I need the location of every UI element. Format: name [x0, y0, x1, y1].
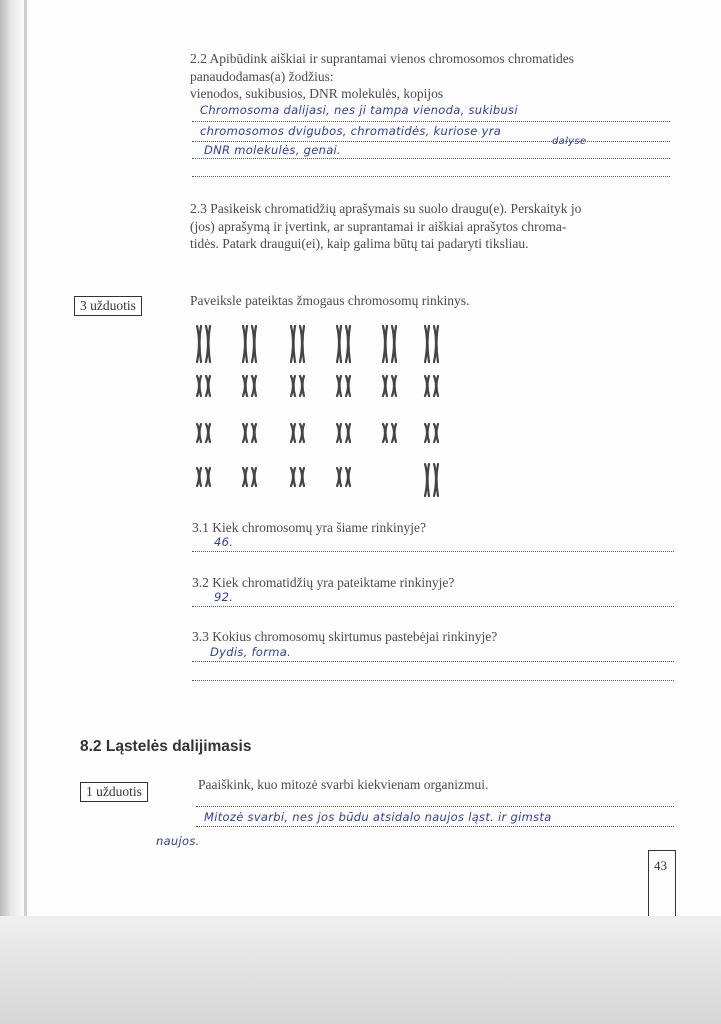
- answer-3-1: 46.: [214, 535, 234, 549]
- chromosome: [383, 326, 387, 362]
- chromosome: [243, 376, 247, 396]
- task-3-label: 3 užduotis: [74, 296, 142, 316]
- chromosome: [197, 468, 201, 486]
- answer-line: [192, 121, 670, 122]
- answer-3-3: Dydis, forma.: [210, 645, 292, 659]
- chromosome: [434, 376, 438, 396]
- chromosome: [243, 326, 247, 362]
- question-3-3: 3.3 Kokius chromosomų skirtumus pastebėjai rinkinyje?: [192, 629, 498, 644]
- chromosome: [346, 424, 350, 442]
- question-2-3-line3: tidės. Patark draugui(ei), kaip galima būtų tai padaryti tiksliau.: [190, 236, 529, 251]
- task-1-answer-line1: Mitozė svarbi, nes jos būdu atsidalo naujos ląst. ir gimsta: [204, 810, 552, 824]
- chromosome: [425, 424, 429, 442]
- chromosome: [392, 326, 396, 362]
- answer-line: [192, 141, 670, 142]
- chromosome: [392, 424, 396, 442]
- question-2-3: [190, 200, 675, 253]
- chromosome: [300, 326, 304, 362]
- question-3-1: 3.1 Kiek chromosomų yra šiame rinkinyje?: [192, 520, 426, 535]
- chromosome: [392, 376, 396, 396]
- chromosome: [252, 468, 256, 486]
- chromosome: [197, 326, 201, 362]
- chromosome: [383, 424, 387, 442]
- chromosome: [291, 468, 295, 486]
- chromosome: [291, 424, 295, 442]
- chromosome: [300, 424, 304, 442]
- chromosome: [425, 376, 429, 396]
- chromosome: [243, 424, 247, 442]
- task-1-question: Paaiškink, kuo mitozė svarbi kiekvienam organizmui.: [198, 777, 489, 792]
- answer-2-2-line1: Chromosoma dalijasi, nes ji tampa vienoda, sukibusi: [200, 103, 518, 117]
- chromosome: [383, 376, 387, 396]
- chromosome: [337, 424, 341, 442]
- book-binding-shadow: [0, 0, 24, 916]
- chromosome: [425, 326, 429, 362]
- chromosome: [291, 376, 295, 396]
- chromosome: [425, 464, 429, 496]
- chromosome: [206, 424, 210, 442]
- chromosome: [206, 326, 210, 362]
- question-2-2: [190, 50, 675, 103]
- answer-2-2-line2: chromosomos dvigubos, chromatidės, kuriose yra: [200, 124, 502, 138]
- answer-3-2: 92.: [214, 590, 234, 604]
- chromosome: [252, 326, 256, 362]
- task-1-answer-line2: naujos.: [156, 834, 200, 848]
- chromosome: [346, 468, 350, 486]
- karyotype-figure: [180, 318, 460, 508]
- chromosome: [300, 468, 304, 486]
- answer-line: [196, 806, 674, 807]
- chromosome: [291, 326, 295, 362]
- task-1-label: 1 užduotis: [80, 782, 148, 802]
- answer-2-2-line3: DNR molekulės, genai.: [204, 143, 341, 157]
- page-number: 43: [654, 858, 667, 873]
- chromosome: [300, 376, 304, 396]
- chromosome: [197, 424, 201, 442]
- question-2-3-line1: 2.3 Pasikeisk chromatidžių aprašymais su suolo draugu(e). Perskaityk jo: [190, 201, 582, 216]
- question-2-2-line2: panaudodamas(a) žodžius:: [190, 68, 334, 84]
- answer-line: [196, 826, 674, 827]
- chromosome: [206, 468, 210, 486]
- chromosome: [252, 424, 256, 442]
- section-heading: 8.2 Ląstelės dalijimasis: [80, 738, 252, 755]
- book-binding-edge: [24, 0, 27, 916]
- answer-line: [192, 661, 674, 662]
- chromosome: [197, 376, 201, 396]
- chromosome: [434, 464, 438, 496]
- chromosome: [346, 326, 350, 362]
- chromosome: [346, 376, 350, 396]
- question-3-2: 3.2 Kiek chromatidžių yra pateiktame rinkinyje?: [192, 575, 455, 590]
- question-2-2-line3: vienodos, sukibusios, DNR molekulės, kopijos: [190, 86, 444, 101]
- chromosome: [337, 376, 341, 396]
- chromosome: [434, 326, 438, 362]
- answer-line: [192, 551, 674, 552]
- chromosome: [434, 424, 438, 442]
- chromosome: [243, 468, 247, 486]
- answer-line: [192, 680, 674, 681]
- answer-2-2-insert: dalyse: [552, 136, 587, 147]
- chromosome: [337, 326, 341, 362]
- question-2-3-line2: (jos) aprašymą ir įvertink, ar suprantamai ir aiškiai aprašytos chroma-: [190, 218, 567, 234]
- answer-line: [192, 606, 674, 607]
- task-3-intro: Paveiksle pateiktas žmogaus chromosomų rinkinys.: [190, 293, 470, 308]
- chromosome: [252, 376, 256, 396]
- question-2-2-line1: 2.2 Apibūdink aiškiai ir suprantamai vienos chromosomos chromatides: [190, 51, 574, 66]
- answer-line: [192, 176, 670, 177]
- chromosome: [337, 468, 341, 486]
- scan-background: [0, 916, 721, 1024]
- chromosome: [206, 376, 210, 396]
- answer-line: [192, 158, 670, 159]
